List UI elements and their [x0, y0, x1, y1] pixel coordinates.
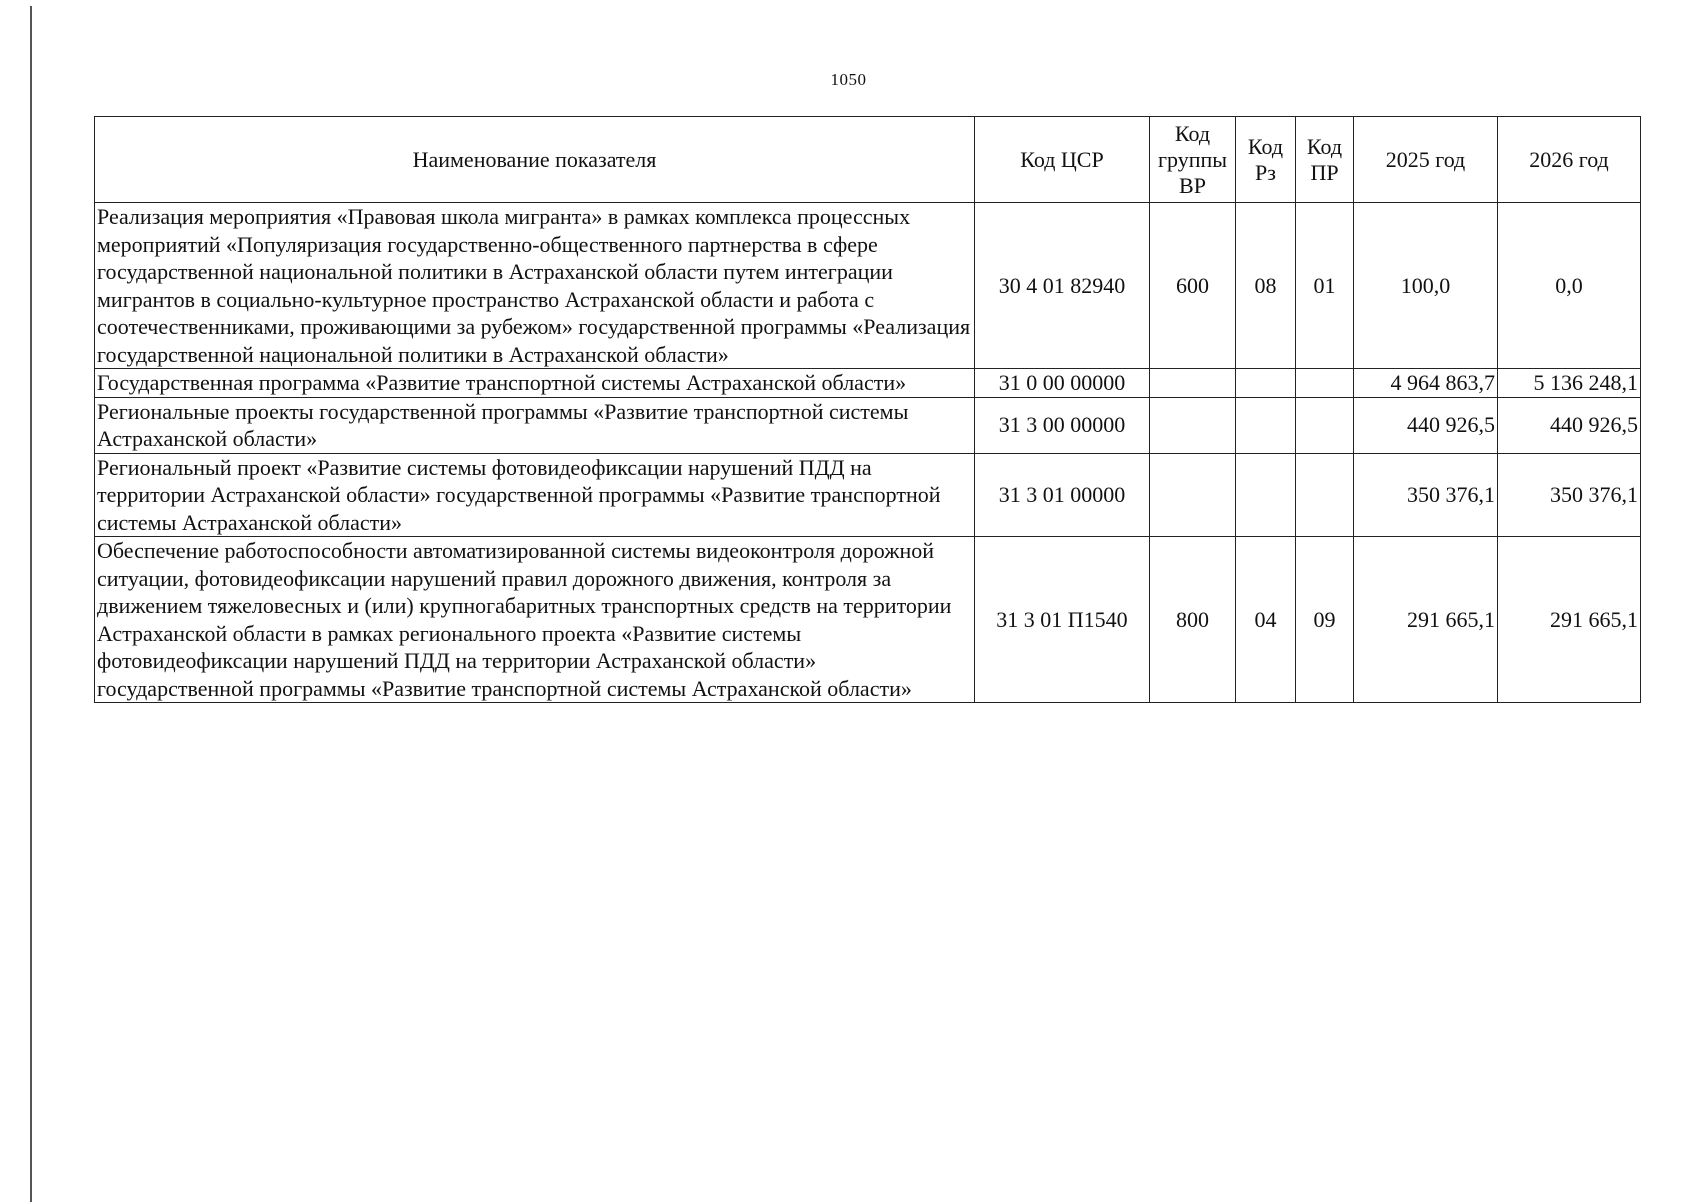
row-csr-code: 31 3 01 00000 — [975, 453, 1150, 537]
row-csr-code: 31 3 01 П1540 — [975, 537, 1150, 703]
row-name: Обеспечение работоспособности автоматизированной системы видеоконтроля дорожной ситуации, фотовидеофиксации нарушений правил дорожного движения, контроля за движением тяжеловесных и (или) крупногабаритных транспортных средств на территории Астраханской области в рамках регионального проекта «Развитие системы фотовидеофиксации нарушений ПДД на территории Астраханской области» государственной программы «Развитие транспортной системы Астраханской области» — [95, 537, 975, 703]
header-csr-code: Код ЦСР — [975, 117, 1150, 203]
row-rz-code — [1236, 369, 1296, 398]
page-binding-line — [30, 6, 32, 1202]
header-rz-code: Код Рз — [1236, 117, 1296, 203]
header-name: Наименование показателя — [95, 117, 975, 203]
row-amount-2026: 440 926,5 — [1498, 397, 1641, 453]
row-vr-code: 600 — [1150, 203, 1236, 369]
row-amount-2026: 5 136 248,1 — [1498, 369, 1641, 398]
header-vr-code: Код группы ВР — [1150, 117, 1236, 203]
row-name: Реализация мероприятия «Правовая школа мигранта» в рамках комплекса процессных мероприятий «Популяризация государственно-общественного партнерства в сфере государственной национальной политики в Астраханской области путем интеграции мигрантов в социально-культурное пространство Астраханской области и работа с соотечественниками, проживающими за рубежом» государственной программы «Реализация государственной национальной политики в Астраханской области» — [95, 203, 975, 369]
table-row — [95, 203, 1641, 369]
header-pr-code: Код ПР — [1296, 117, 1354, 203]
row-amount-2025: 291 665,1 — [1354, 537, 1498, 703]
row-amount-2025: 440 926,5 — [1354, 397, 1498, 453]
row-pr-code — [1296, 369, 1354, 398]
table-row — [95, 369, 1641, 398]
row-name: Региональный проект «Развитие системы фотовидеофиксации нарушений ПДД на территории Астраханской области» государственной программы «Развитие транспортной системы Астраханской области» — [95, 453, 975, 537]
row-vr-code — [1150, 369, 1236, 398]
row-amount-2025: 4 964 863,7 — [1354, 369, 1498, 398]
row-pr-code: 01 — [1296, 203, 1354, 369]
row-amount-2026: 291 665,1 — [1498, 537, 1641, 703]
row-amount-2025: 350 376,1 — [1354, 453, 1498, 537]
row-vr-code — [1150, 397, 1236, 453]
row-pr-code — [1296, 453, 1354, 537]
header-year-2025: 2025 год — [1354, 117, 1498, 203]
row-pr-code — [1296, 397, 1354, 453]
row-amount-2026: 350 376,1 — [1498, 453, 1641, 537]
table-row — [95, 397, 1641, 453]
row-name: Региональные проекты государственной программы «Развитие транспортной системы Астраханской области» — [95, 397, 975, 453]
row-rz-code — [1236, 453, 1296, 537]
budget-table — [94, 116, 1641, 703]
row-csr-code: 31 3 00 00000 — [975, 397, 1150, 453]
row-rz-code — [1236, 397, 1296, 453]
row-vr-code — [1150, 453, 1236, 537]
table-header-row — [95, 117, 1641, 203]
row-csr-code: 30 4 01 82940 — [975, 203, 1150, 369]
row-rz-code: 04 — [1236, 537, 1296, 703]
page-number: 1050 — [830, 70, 867, 89]
row-pr-code: 09 — [1296, 537, 1354, 703]
row-rz-code: 08 — [1236, 203, 1296, 369]
row-amount-2025: 100,0 — [1354, 203, 1498, 369]
row-amount-2026: 0,0 — [1498, 203, 1641, 369]
row-csr-code: 31 0 00 00000 — [975, 369, 1150, 398]
header-year-2026: 2026 год — [1498, 117, 1641, 203]
table-row — [95, 453, 1641, 537]
row-vr-code: 800 — [1150, 537, 1236, 703]
table-row — [95, 537, 1641, 703]
row-name: Государственная программа «Развитие транспортной системы Астраханской области» — [95, 369, 975, 398]
